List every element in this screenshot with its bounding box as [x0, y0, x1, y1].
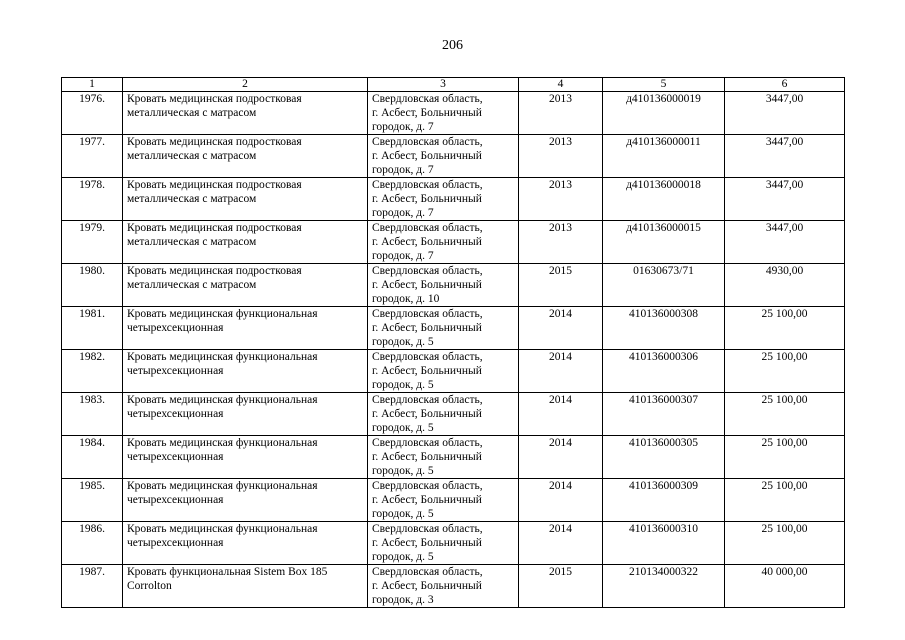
address-line: городок, д. 7	[372, 207, 434, 219]
table-row	[62, 178, 845, 221]
cost-cell: 4930,00	[725, 264, 845, 307]
address-line: г. Асбест, Больничный	[372, 322, 482, 334]
inventory-number-cell: 410136000305	[603, 436, 725, 479]
address-cell	[368, 522, 519, 565]
address-line: городок, д. 10	[372, 293, 440, 305]
table-row	[62, 135, 845, 178]
item-name-cell: Кровать медицинская функциональная четырехсекционная	[123, 479, 368, 522]
address-line: Свердловская область,	[372, 394, 483, 406]
address-cell	[368, 393, 519, 436]
cost-cell: 25 100,00	[725, 522, 845, 565]
table-row	[62, 307, 845, 350]
column-header: 6	[725, 78, 845, 92]
column-header: 3	[368, 78, 519, 92]
inventory-number-cell: д410136000011	[603, 135, 725, 178]
table-row	[62, 436, 845, 479]
address-cell	[368, 178, 519, 221]
address-line: г. Асбест, Больничный	[372, 150, 482, 162]
address-cell	[368, 565, 519, 608]
address-line: г. Асбест, Больничный	[372, 279, 482, 291]
column-header: 1	[62, 78, 123, 92]
page-number: 206	[442, 38, 463, 53]
address-line: г. Асбест, Больничный	[372, 365, 482, 377]
item-name-cell: Кровать медицинская подростковая металлическая с матрасом	[123, 92, 368, 135]
table-row	[62, 522, 845, 565]
address-line: городок, д. 7	[372, 121, 434, 133]
address-line: г. Асбест, Больничный	[372, 193, 482, 205]
item-name-cell: Кровать медицинская функциональная четырехсекционная	[123, 436, 368, 479]
address-line: г. Асбест, Больничный	[372, 494, 482, 506]
address-line: г. Асбест, Больничный	[372, 580, 482, 592]
item-name-cell: Кровать медицинская функциональная четырехсекционная	[123, 350, 368, 393]
address-line: Свердловская область,	[372, 93, 483, 105]
address-cell	[368, 264, 519, 307]
address-line: г. Асбест, Больничный	[372, 451, 482, 463]
inventory-number-cell: 410136000306	[603, 350, 725, 393]
cost-cell: 25 100,00	[725, 393, 845, 436]
year-cell: 2015	[519, 264, 603, 307]
item-name-cell: Кровать медицинская подростковая металлическая с матрасом	[123, 178, 368, 221]
cost-cell: 3447,00	[725, 221, 845, 264]
year-cell: 2014	[519, 522, 603, 565]
address-line: Свердловская область,	[372, 480, 483, 492]
address-cell	[368, 436, 519, 479]
address-line: городок, д. 5	[372, 508, 434, 520]
address-line: Свердловская область,	[372, 437, 483, 449]
year-cell: 2013	[519, 221, 603, 264]
year-cell: 2014	[519, 307, 603, 350]
inventory-number-cell: д410136000015	[603, 221, 725, 264]
inventory-number-cell: 210134000322	[603, 565, 725, 608]
item-name-cell: Кровать медицинская функциональная четырехсекционная	[123, 522, 368, 565]
year-cell: 2013	[519, 178, 603, 221]
table-row	[62, 221, 845, 264]
year-cell: 2014	[519, 350, 603, 393]
inventory-number-cell: 410136000310	[603, 522, 725, 565]
item-name-cell: Кровать медицинская функциональная четырехсекционная	[123, 393, 368, 436]
item-name-cell: Кровать медицинская функциональная четырехсекционная	[123, 307, 368, 350]
address-cell	[368, 479, 519, 522]
inventory-table	[61, 77, 845, 608]
inventory-number-cell: 410136000307	[603, 393, 725, 436]
cost-cell: 3447,00	[725, 92, 845, 135]
address-line: Свердловская область,	[372, 265, 483, 277]
row-number-cell: 1986.	[62, 522, 123, 565]
year-cell: 2014	[519, 479, 603, 522]
address-line: городок, д. 5	[372, 551, 434, 563]
row-number-cell: 1980.	[62, 264, 123, 307]
address-line: г. Асбест, Больничный	[372, 537, 482, 549]
year-cell: 2013	[519, 135, 603, 178]
row-number-cell: 1984.	[62, 436, 123, 479]
cost-cell: 40 000,00	[725, 565, 845, 608]
year-cell: 2013	[519, 92, 603, 135]
inventory-number-cell: 01630673/71	[603, 264, 725, 307]
inventory-number-cell: д410136000019	[603, 92, 725, 135]
address-line: Свердловская область,	[372, 566, 483, 578]
inventory-number-cell: 410136000308	[603, 307, 725, 350]
row-number-cell: 1985.	[62, 479, 123, 522]
table-row	[62, 565, 845, 608]
address-cell	[368, 221, 519, 264]
address-cell	[368, 92, 519, 135]
row-number-cell: 1977.	[62, 135, 123, 178]
address-line: Свердловская область,	[372, 523, 483, 535]
table-row	[62, 350, 845, 393]
address-line: г. Асбест, Больничный	[372, 236, 482, 248]
inventory-number-cell: д410136000018	[603, 178, 725, 221]
address-line: Свердловская область,	[372, 308, 483, 320]
cost-cell: 25 100,00	[725, 307, 845, 350]
address-line: городок, д. 3	[372, 594, 434, 606]
row-number-cell: 1983.	[62, 393, 123, 436]
cost-cell: 25 100,00	[725, 350, 845, 393]
address-cell	[368, 135, 519, 178]
column-header: 5	[603, 78, 725, 92]
inventory-number-cell: 410136000309	[603, 479, 725, 522]
table-row	[62, 479, 845, 522]
cost-cell: 3447,00	[725, 178, 845, 221]
row-number-cell: 1979.	[62, 221, 123, 264]
address-cell	[368, 350, 519, 393]
row-number-cell: 1981.	[62, 307, 123, 350]
item-name-cell: Кровать функциональная Sistem Box 185 Corrolton	[123, 565, 368, 608]
year-cell: 2014	[519, 393, 603, 436]
table-row	[62, 264, 845, 307]
address-line: городок, д. 5	[372, 336, 434, 348]
row-number-cell: 1982.	[62, 350, 123, 393]
cost-cell: 25 100,00	[725, 479, 845, 522]
row-number-cell: 1978.	[62, 178, 123, 221]
table-row	[62, 92, 845, 135]
address-line: городок, д. 5	[372, 465, 434, 477]
address-line: Свердловская область,	[372, 222, 483, 234]
column-header: 4	[519, 78, 603, 92]
year-cell: 2015	[519, 565, 603, 608]
address-line: городок, д. 7	[372, 250, 434, 262]
table-row	[62, 393, 845, 436]
item-name-cell: Кровать медицинская подростковая металлическая с матрасом	[123, 221, 368, 264]
item-name-cell: Кровать медицинская подростковая металлическая с матрасом	[123, 264, 368, 307]
address-line: городок, д. 5	[372, 379, 434, 391]
cost-cell: 25 100,00	[725, 436, 845, 479]
table-header-row	[62, 78, 845, 92]
address-line: городок, д. 5	[372, 422, 434, 434]
address-line: г. Асбест, Больничный	[372, 408, 482, 420]
address-line: г. Асбест, Больничный	[372, 107, 482, 119]
address-line: городок, д. 7	[372, 164, 434, 176]
year-cell: 2014	[519, 436, 603, 479]
address-line: Свердловская область,	[372, 351, 483, 363]
cost-cell: 3447,00	[725, 135, 845, 178]
row-number-cell: 1976.	[62, 92, 123, 135]
item-name-cell: Кровать медицинская подростковая металлическая с матрасом	[123, 135, 368, 178]
address-line: Свердловская область,	[372, 179, 483, 191]
address-line: Свердловская область,	[372, 136, 483, 148]
column-header: 2	[123, 78, 368, 92]
row-number-cell: 1987.	[62, 565, 123, 608]
address-cell	[368, 307, 519, 350]
